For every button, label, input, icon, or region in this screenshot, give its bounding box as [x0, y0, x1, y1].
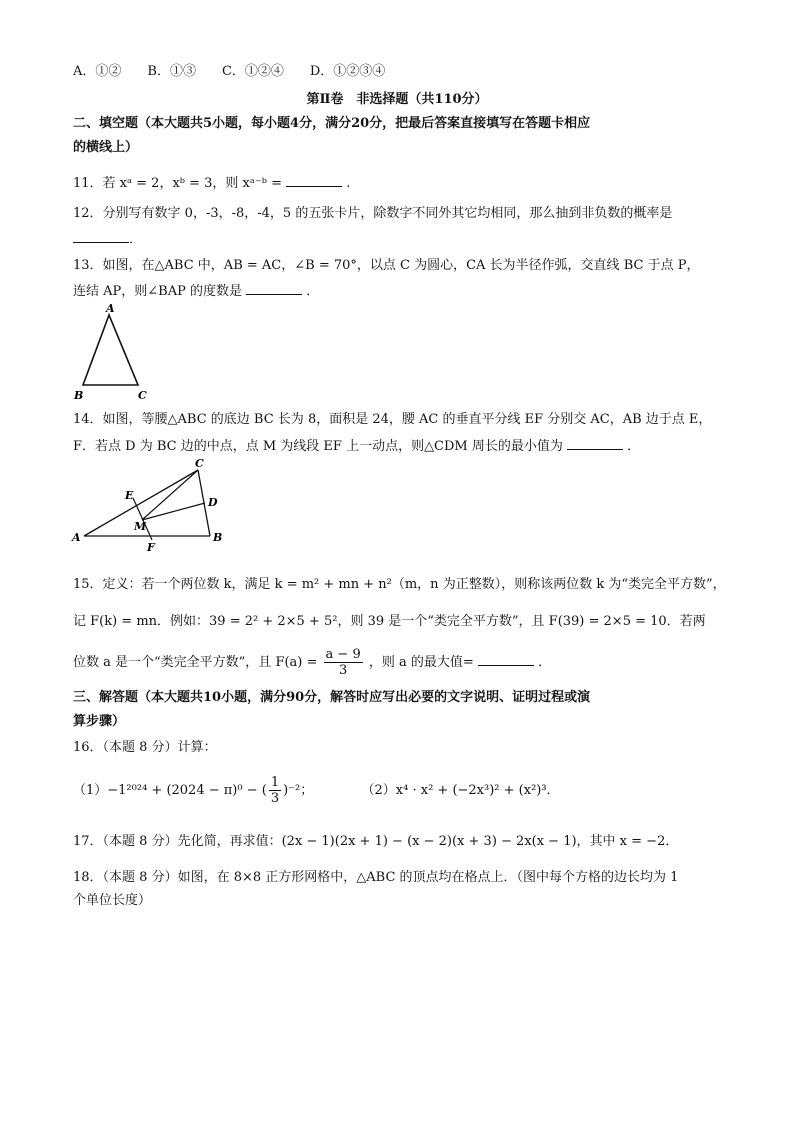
question-17: 17．（本题 8 分）先化简，再求值：(2x − 1)(2x + 1) − (x − 2)(x + 3) − 2x(x − 1)，其中 x = −2．	[73, 834, 679, 849]
point-label-e: E	[125, 489, 134, 502]
fraction-numerator: 1	[270, 775, 280, 790]
question-15-line2: 记 F(k) = mn．例如：39 = 2² + 2×5 + 5²，则 39 是一个“类完全平方数”，且 F(39) = 2×5 = 10．若两	[73, 614, 706, 629]
question-14-text: F．若点 D 为 BC 边的中点，点 M 为线段 EF 上一动点，则△CDM 周长的最小值为	[73, 439, 563, 454]
question-12-line1: 12．分别写有数字 0，-3，-8，-4，5 的五张卡片，除数字不同外其它均相同，那么抽到非负数的概率是	[73, 206, 673, 221]
question-13-line2: 连结 AP，则∠BAP 的度数是 ．	[73, 280, 319, 302]
question-11-text: 11．若 xᵃ = 2，xᵇ = 3，则 xᵃ⁻ᵇ =	[73, 176, 282, 191]
answer-blank	[246, 280, 302, 295]
vertex-label-b: B	[74, 389, 84, 402]
question-12-line2: ．	[73, 228, 142, 250]
answer-blank	[286, 172, 342, 187]
point-label-d: D	[208, 496, 218, 509]
vertex-label-b: B	[213, 531, 223, 544]
question-15-text-a: 位数 a 是一个“类完全平方数”，且 F(a) =	[73, 655, 318, 670]
question-15-line1: 15．定义：若一个两位数 k，满足 k = m² + mn + n²（m，n 为正整数），则称该两位数 k 为“类完全平方数”，	[73, 577, 726, 592]
triangle-abc	[83, 315, 138, 385]
question-16: 16．（本题 8 分）计算：	[73, 740, 217, 755]
point-label-m: M	[134, 520, 147, 533]
question-13-line1: 13．如图，在△ABC 中，AB = AC，∠B = 70°，以点 C 为圆心，CA 长为半径作弧，交直线 BC 于点 P，	[73, 258, 700, 273]
question-15-line3: 位数 a 是一个“类完全平方数”，且 F(a) = $\frac{a - 9}{3}$ ，则 a 的最大值= ．	[73, 647, 552, 678]
question-14-line1: 14．如图，等腰△ABC 的底边 BC 长为 8，面积是 24，腰 AC 的垂直平分线 EF 分别交 AC，AB 边于点 E，	[73, 412, 712, 427]
question-18-line2: 个单位长度）	[73, 893, 152, 908]
section-title: 第Ⅱ卷 非选择题（共110分）	[306, 92, 488, 107]
answer-blank	[567, 435, 623, 450]
answer-blank	[73, 228, 129, 243]
vertex-label-c: C	[138, 389, 147, 402]
choices-line: A．①② B．①③ C．①②④ D．①②③④	[73, 64, 386, 79]
point-label-f: F	[147, 541, 155, 554]
fraction-denominator: 3	[270, 791, 280, 806]
question-18-line1: 18．（本题 8 分）如图，在 8×8 正方形网格中，△ABC 的顶点均在格点上．（图中每个方格的边长均为 1	[73, 870, 679, 885]
fraction	[269, 775, 281, 806]
question-14-line2: F．若点 D 为 BC 边的中点，点 M 为线段 EF 上一动点，则△CDM 周长的最小值为 ．	[73, 435, 640, 457]
triangle-figure-13	[70, 300, 160, 404]
question-16-part1-text-a: （1）−1²⁰²⁴ + (2024 − π)⁰ − (	[73, 783, 267, 798]
vertex-label-a: A	[72, 531, 81, 544]
question-16-parts	[73, 773, 560, 809]
fraction-denominator: 3	[338, 663, 348, 678]
fraction-numerator: a − 9	[325, 647, 361, 662]
fill-blank-header-line1: 二、填空题（本大题共5小题，每小题4分，满分20分，把最后答案直接填写在答题卡相应	[73, 116, 591, 131]
vertex-label-a: A	[106, 302, 115, 315]
question-15-text-b: ，则 a 的最大值=	[368, 655, 474, 670]
answer-blank	[478, 651, 534, 666]
answer-section-header-line2: 算步骤）	[73, 714, 126, 729]
question-16-part2: （2）x⁴ · x² + (−2x³)² + (x²)³．	[361, 783, 560, 798]
vertex-label-c: C	[195, 458, 204, 470]
triangle-figure-14	[68, 458, 228, 554]
question-13-text: 连结 AP，则∠BAP 的度数是	[73, 284, 242, 299]
fill-blank-header-line2: 的横线上）	[73, 140, 139, 155]
question-16-part1-text-b: )⁻²；	[283, 783, 314, 798]
answer-section-header-line1: 三、解答题（本大题共10小题，满分90分，解答时应写出必要的文字说明、证明过程或演	[73, 690, 591, 705]
fraction	[324, 647, 363, 678]
question-11: 11．若 xᵃ = 2，xᵇ = 3，则 xᵃ⁻ᵇ = .	[73, 172, 350, 194]
